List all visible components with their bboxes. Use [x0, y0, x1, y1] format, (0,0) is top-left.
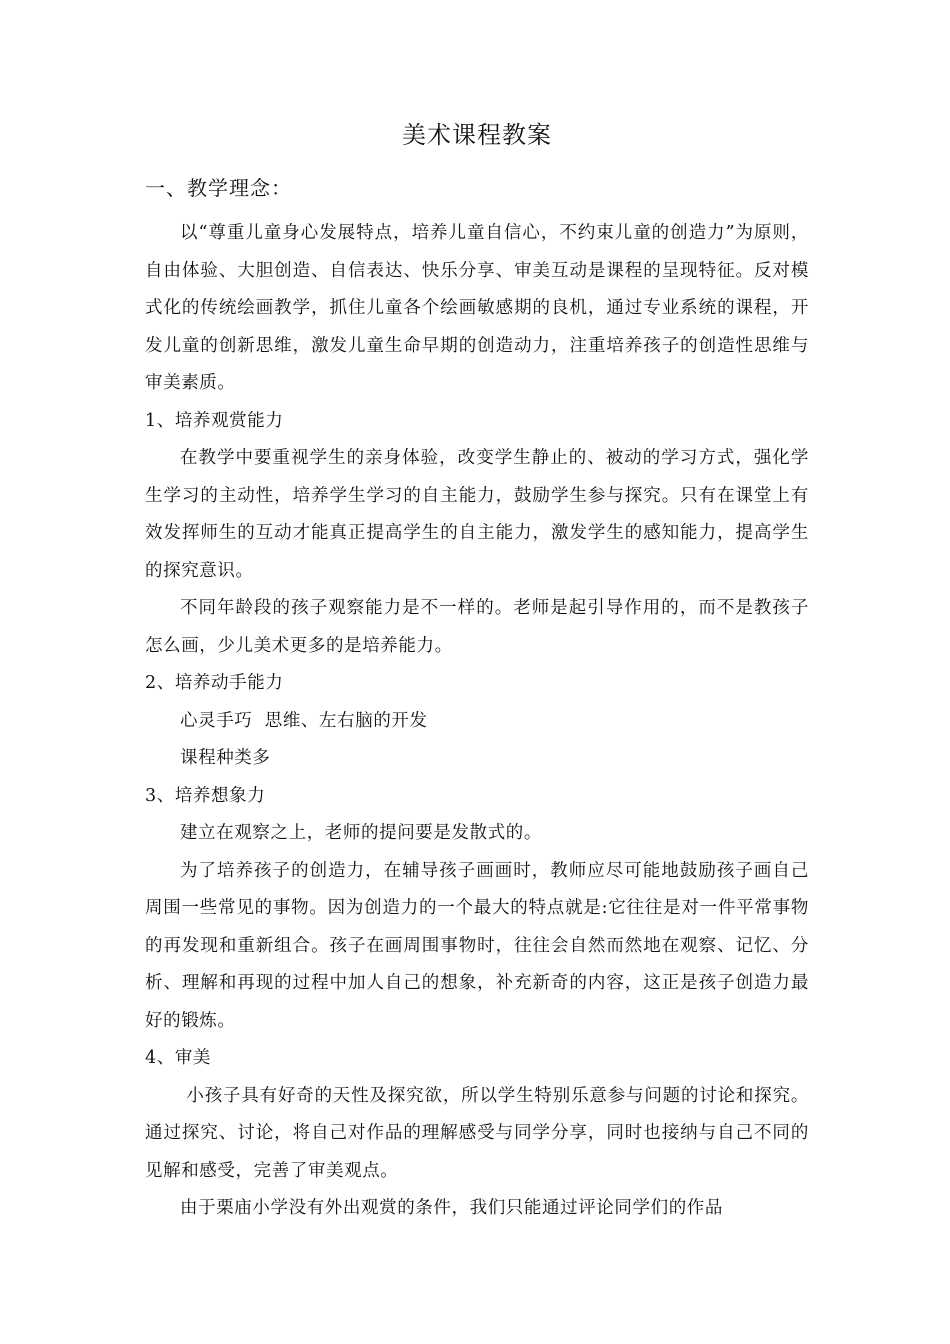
- document-body: [145, 117, 809, 1228]
- document-title: 美术课程教案: [402, 121, 552, 149]
- subheading-hands-on-ability: 2、培养动手能力: [145, 673, 284, 693]
- intro-paragraph: 以“尊重儿童身心发展特点，培养儿童自信心，不约束儿童的创造力”为原则，自由体验、大胆创造、自信表达、快乐分享、审美互动是课程的呈现特征。反对模式化的传统绘画教学，抓住儿童各个绘画敏感期的良机，通过专业系统的课程，开发儿童的创新思维，激发儿童生命早期的创造动力，注重培养孩子的创造性思维与审美素质。: [145, 223, 809, 393]
- observation-paragraph-2: 不同年龄段的孩子观察能力是不一样的。老师是起引导作用的，而不是教孩子怎么画，少儿美术更多的是培养能力。: [145, 598, 809, 656]
- aesthetics-paragraph-2: 由于栗庙小学没有外出观赏的条件，我们只能通过评论同学们的作品: [180, 1198, 723, 1218]
- imagination-paragraph-2: 为了培养孩子的创造力，在辅导孩子画画时，教师应尽可能地鼓励孩子画自己周围一些常见的事物。因为创造力的一个最大的特点就是:它往往是对一件平常事物的再发现和重新组合。孩子在画周围事物时，往往会自然而然地在观察、记忆、分析、理解和再现的过程中加人自己的想象，补充新奇的内容，这正是孩子创造力最好的锻炼。: [145, 860, 809, 1031]
- hands-on-line-2: 课程种类多: [180, 748, 271, 768]
- aesthetics-paragraph-1: 小孩子具有好奇的天性及探究欲，所以学生特别乐意参与问题的讨论和探究。通过探究、讨论，将自己对作品的理解感受与同学分享，同时也接纳与自己不同的见解和感受，完善了审美观点。: [145, 1085, 809, 1181]
- hands-on-line-1: 心灵手巧 思维、左右脑的开发: [180, 710, 428, 731]
- subheading-observation-ability: 1、培养观赏能力: [145, 410, 284, 431]
- imagination-paragraph-1: 建立在观察之上，老师的提问要是发散式的。: [180, 823, 542, 843]
- observation-paragraph-1: 在教学中要重视学生的亲身体验，改变学生静止的、被动的学习方式，强化学生学习的主动性，培养学生学习的自主能力，鼓励学生参与探究。只有在课堂上有效发挥师生的互动才能真正提高学生的自主能力，激发学生的感知能力，提高学生的探究意识。: [145, 448, 809, 581]
- section-heading-teaching-philosophy: 一、教学理念：: [145, 176, 292, 200]
- subheading-imagination: 3、培养想象力: [145, 785, 266, 806]
- subheading-aesthetics: 4、审美: [145, 1048, 212, 1068]
